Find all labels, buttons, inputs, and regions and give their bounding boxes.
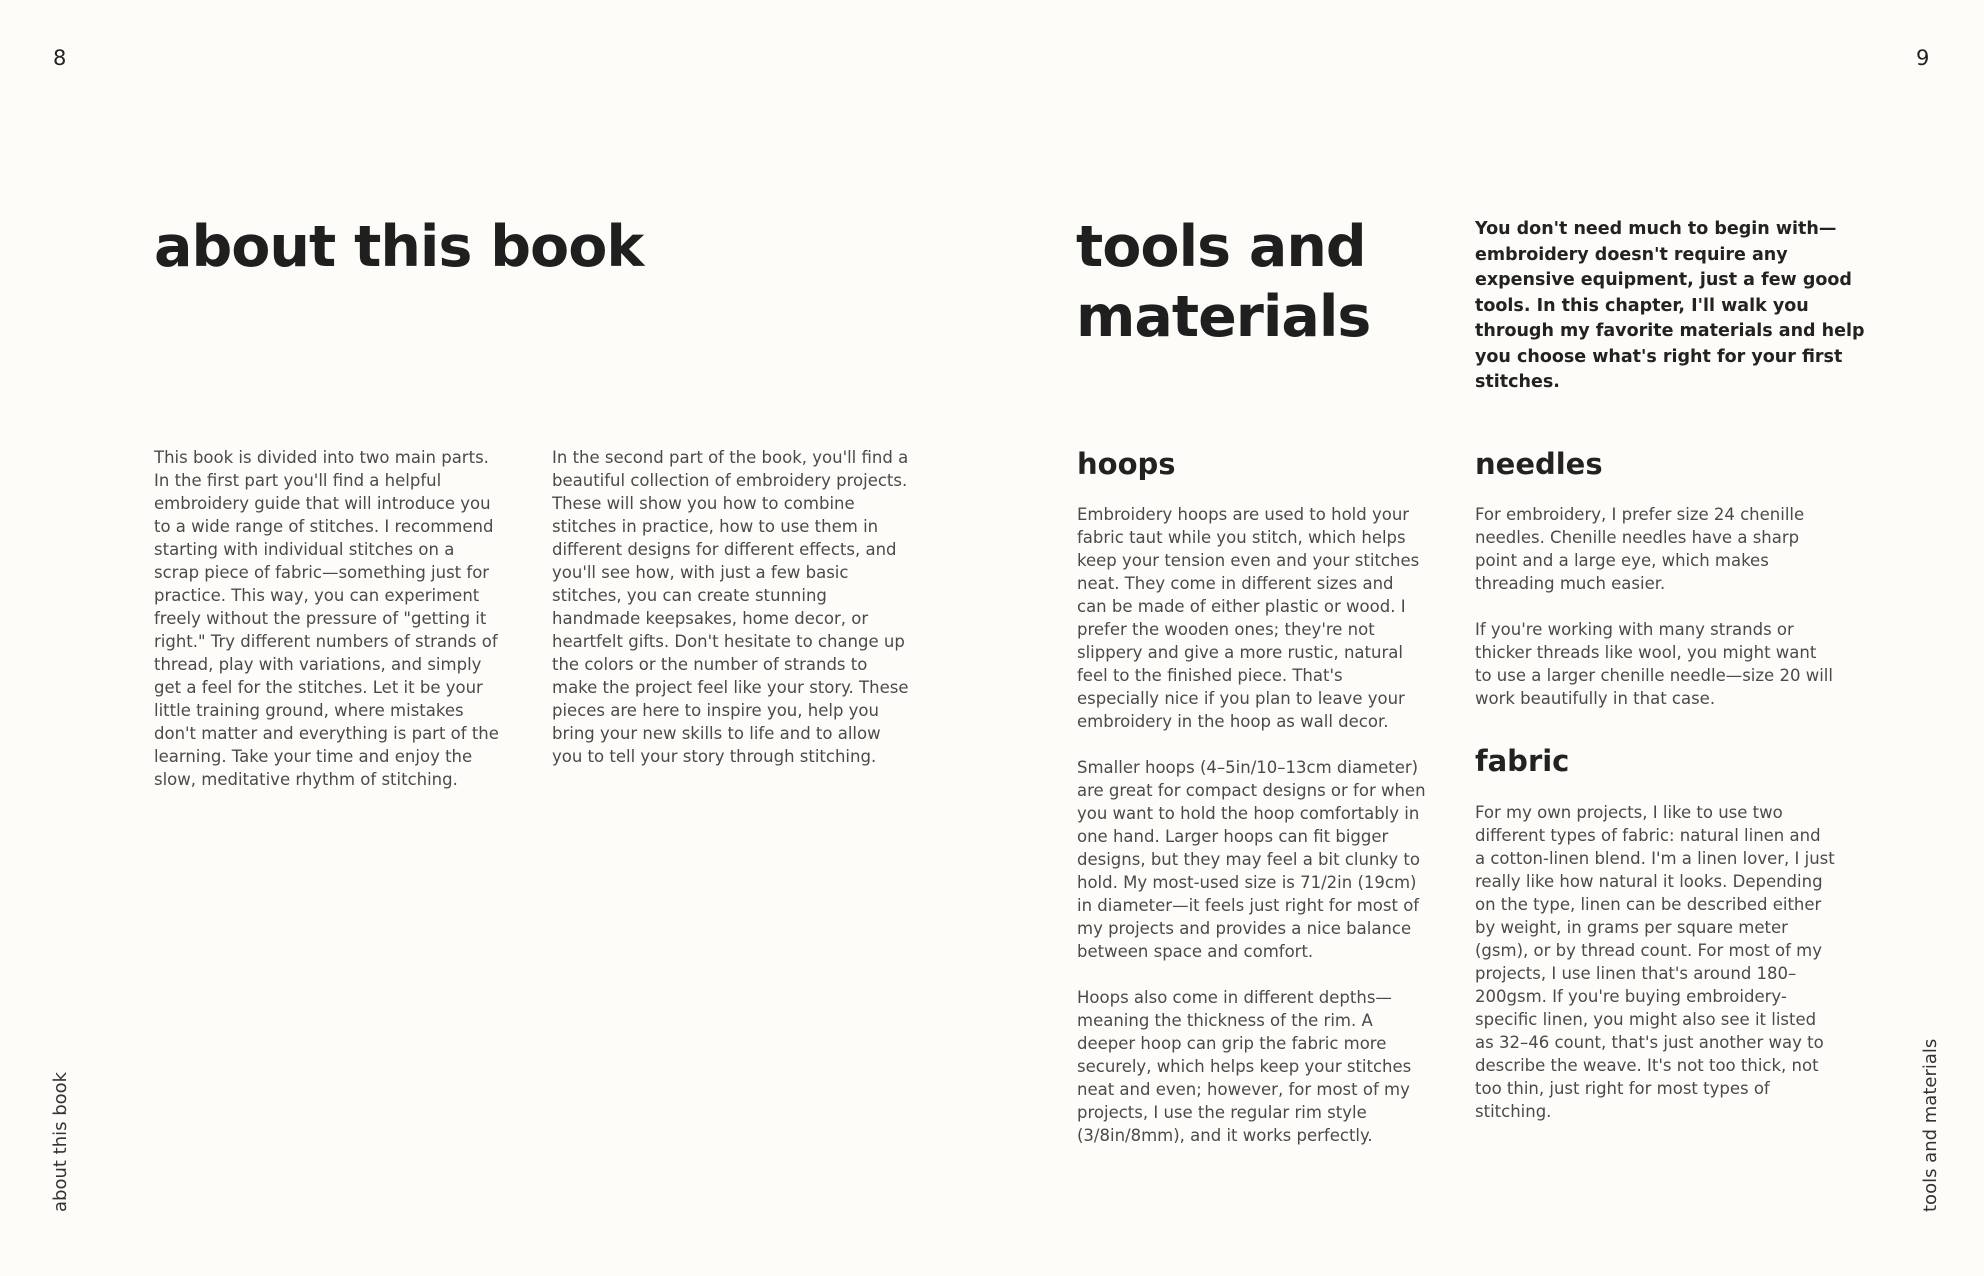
page-title-left: about this book [154,214,644,280]
paragraph: This book is divided into two main parts. In the first part you'll find a helpful embroidery guide that will introduce you to a wide range of stitches. I recommend starting with individual stitches on a scrap piece of fabric—something just for practice. This way, you can experiment freely without the pressure of "getting it right." Try different numbers of strands of thread, play with variations, and simply get a feel for the stitches. Let it be your little training ground, where mistakes don't matter and everything is part of the learning. Take your time and enjoy the slow, meditative rhythm of stitching. [154,448,499,789]
paragraph: In the second part of the book, you'll find a beautiful collection of embroidery projects. These will show you how to combine stitches in practice, how to use them in different designs for different effects, and you'll see how, with just a few basic stitches, you can create stunning handmade keepsakes, home decor, or heartfelt gifts. Don't hesitate to change up the colors or the number of strands to make the project feel like your story. These pieces are here to inspire you, help you bring your new skills to life and to allow you to tell your story through stitching. [552,448,909,766]
section-heading-fabric: fabric [1475,744,1570,778]
chapter-intro: You don't need much to begin with—embroidery doesn't require any expensive equipment, just a few good tools. In this chapter, I'll walk you through my favorite materials and help you choose what's right for your first stitches. [1475,219,1865,392]
paragraph: Hoops also come in different depths—meaning the thickness of the rim. A deeper hoop can grip the fabric more securely, which helps keep your stitches neat and even; however, for most of my projects, I use the regular rim style (3/8in/8mm), and it works perfectly. [1077,988,1412,1145]
running-head-left: about this book [50,1071,71,1212]
page-title-right: tools and materials [1076,214,1371,350]
paragraph: If you're working with many strands or thicker threads like wool, you might want to use a larger chenille needle—size 20 will work beautifully in that case. [1475,620,1833,708]
paragraph: For embroidery, I prefer size 24 chenille needles. Chenille needles have a sharp point and a large eye, which makes threading much easier. [1475,505,1805,593]
section-body-fabric [1475,801,1835,1146]
body-column-1 [154,446,504,814]
section-heading-needles: needles [1475,447,1603,481]
page-number-left: 8 [53,46,67,70]
paragraph: For my own projects, I like to use two different types of fabric: natural linen and a cotton-linen blend. I'm a linen lover, I just really like how natural it looks. Depending on the type, linen can be described either by weight, in grams per square meter (gsm), or by thread count. For most of my projects, I use linen that's around 180–200gsm. If you're buying embroidery-specific linen, you might also see it listed as 32–46 count, that's just another way to describe the weave. It's not too thick, not too thin, just right for most types of stitching. [1475,803,1835,1121]
body-column-2 [552,446,912,791]
paragraph: Smaller hoops (4–5in/10–13cm diameter) are great for compact designs or for when you want to hold the hoop comfortably in one hand. Larger hoops can fit bigger designs, but they may feel a bit clunky to hold. My most-used size is 71/2in (19cm) in diameter—it feels just right for most of my projects and provides a nice balance between space and comfort. [1077,758,1426,961]
running-head-right: tools and materials [1920,1038,1941,1212]
paragraph: Embroidery hoops are used to hold your fabric taut while you stitch, which helps keep your tension even and your stitches neat. They come in different sizes and can be made of either plastic or wood. I prefer the wooden ones; they're not slippery and give a more rustic, natural feel to the finished piece. That's especially nice if you plan to leave your embroidery in the hoop as wall decor. [1077,505,1420,731]
page-number-right: 9 [1916,46,1930,70]
section-heading-hoops: hoops [1077,447,1176,481]
section-body-hoops [1077,503,1427,1170]
section-body-needles [1475,503,1835,733]
